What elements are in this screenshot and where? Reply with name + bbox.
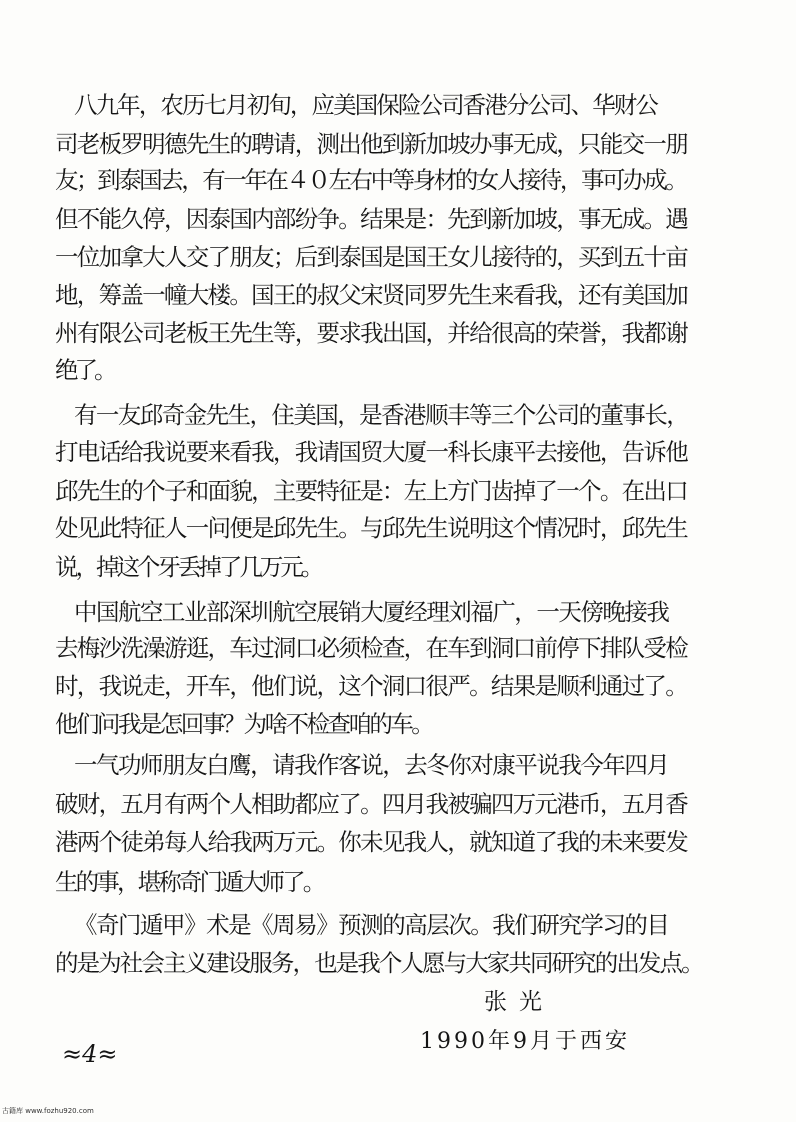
text-line: 生的事，堪称奇门遁大师了。 [55,868,324,896]
text-line: 去梅沙洗澡游逛，车过洞口必须检查，在车到洞口前停下排队受检 [55,634,687,662]
author-signature: 张光 [484,989,554,1015]
date-line: 1990年9月于西安 [420,1029,630,1054]
text-line: 州有限公司老板王先生等，要求我出国，并给很高的荣誉，我都谢 [55,319,687,347]
text-line: 说，掉这个牙丢掉了几万元。 [55,553,322,581]
text-line: 友；到泰国去，有一年在４０左右中等身材的女人接待，事可办成。 [55,166,687,194]
text-line: 绝了。 [55,356,114,384]
page-number: ≈4≈ [62,1040,118,1068]
text-line: 打电话给我说要来看我，我请国贸大厦一科长康平去接他，告诉他 [55,438,687,466]
footer-watermark: 古籍库 www.fozhu920.com [2,1107,94,1115]
text-line: 一位加拿大人交了朋友；后到泰国是国王女儿接待的，买到五十亩 [55,243,687,271]
text-line: 地，筹盖一幢大楼。国王的叔父宋贤同罗先生来看我，还有美国加 [55,281,687,309]
text-line: 时，我说走，开车，他们说，这个洞口很严。结果是顺利通过了。 [55,672,687,700]
text-line: 处见此特征人一问便是邱先生。与邱先生说明这个情况时，邱先生 [55,514,687,542]
text-line: 的是为社会主义建设服务，也是我个人愿与大家共同研究的出发点。 [55,949,703,977]
text-line: 《奇门遁甲》术是《周易》预测的高层次。我们研究学习的目 [74,911,669,939]
text-line: 中国航空工业部深圳航空展销大厦经理刘福广，一天傍晚接我 [74,598,669,626]
text-line: 邱先生的个子和面貌，主要特征是：左上方门齿掉了一个。在出口 [55,477,687,505]
text-line: 破财，五月有两个人相助都应了。四月我被骗四万元港币，五月香 [55,790,687,818]
text-line: 司老板罗明德先生的聘请，测出他到新加坡办事无成，只能交一朋 [55,130,687,158]
text-line: 一气功师朋友白鹰，请我作客说，去冬你对康平说我今年四月 [74,751,669,779]
text-line: 港两个徒弟每人给我两万元。你未见我人，就知道了我的未来要发 [55,828,687,856]
text-line: 八九年，农历七月初旬，应美国保险公司香港分公司、华财公 [74,91,657,119]
text-line: 有一友邱奇金先生，住美国，是香港顺丰等三个公司的董事长， [74,401,689,429]
text-line: 但不能久停，因泰国内部纷争。结果是：先到新加坡，事无成。遇 [55,205,687,233]
text-line: 他们问我是怎回事？为啥不检查咱的车。 [55,710,433,738]
